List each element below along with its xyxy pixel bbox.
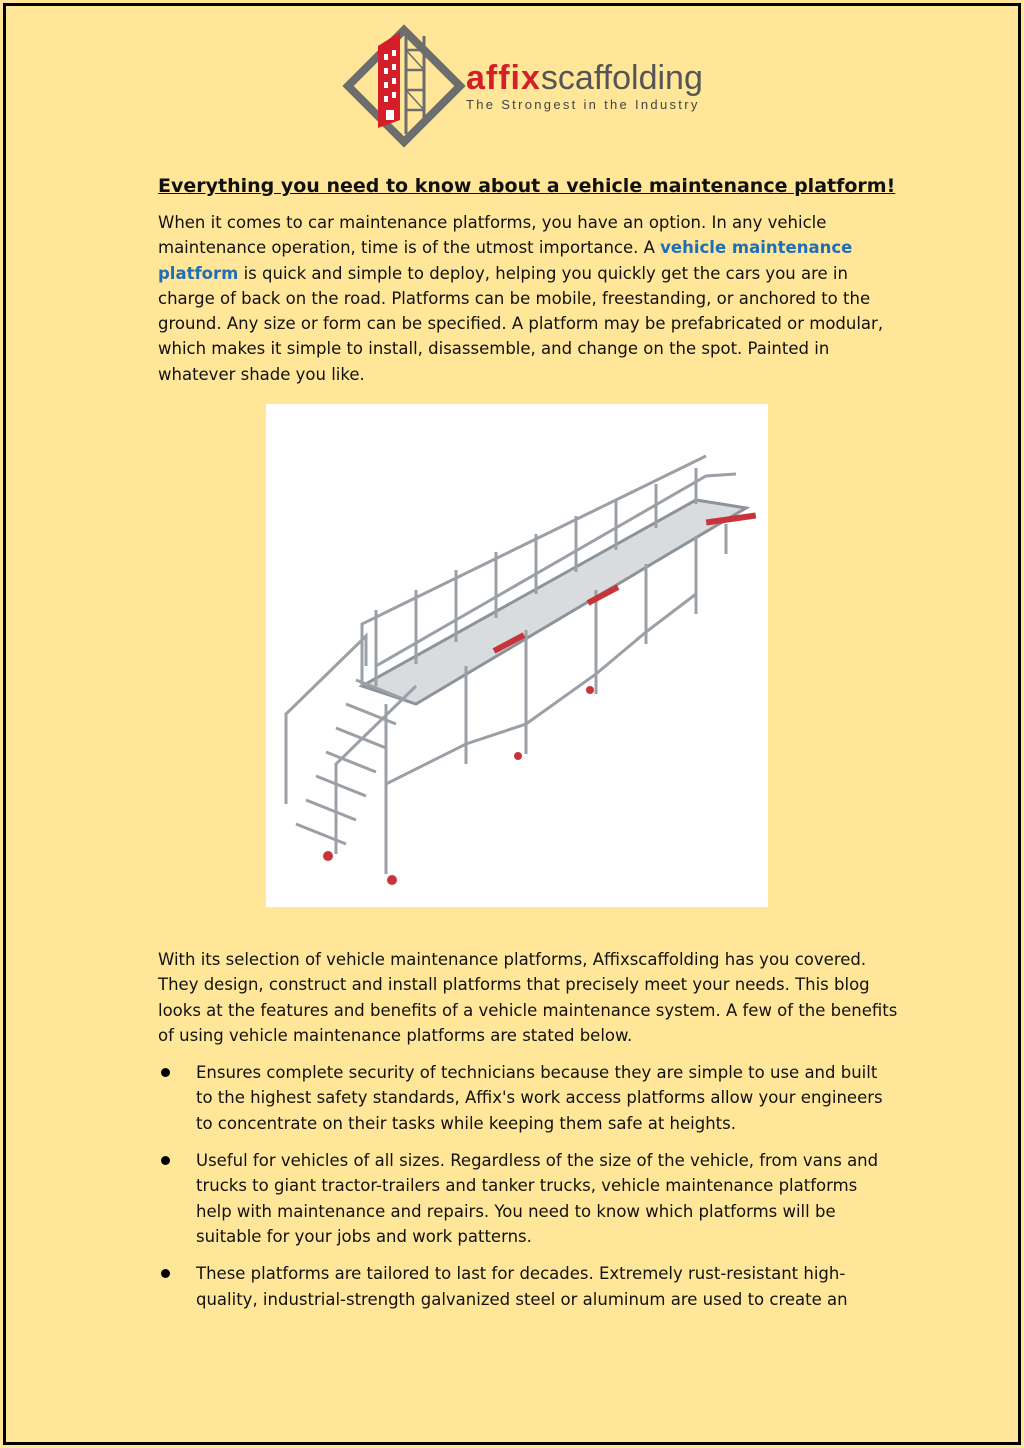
- scaffold-diamond-logo-icon: [342, 24, 466, 148]
- list-item-text: Useful for vehicles of all sizes. Regardless of the size of the vehicle, from vans and trucks to giant tractor-trailers and tanker trucks, vehicle maintenance platforms help with maintenance and repairs. You need to know which platforms will be suitable for your jobs and work patterns.: [196, 1151, 879, 1246]
- affix-scaffolding-logo: [342, 24, 722, 148]
- benefits-list: [158, 1060, 898, 1312]
- bullet-icon: [161, 1269, 170, 1278]
- benefits-intro-paragraph: With its selection of vehicle maintenance platforms, Affixscaffolding has you covered. They design, construct and install platforms that precisely meet your needs. This blog looks at the features and benefits of a vehicle maintenance system. A few of the benefits of using vehicle maintenance platforms are stated below.: [158, 950, 898, 1045]
- article-intro: [158, 172, 896, 387]
- intro-text-before-link: When it comes to car maintenance platforms, you have an option. In any vehicle maintenance operation, time is of the utmost importance. A: [158, 213, 827, 258]
- logo-tagline: The Strongest in the Industry: [466, 97, 700, 112]
- vehicle-maintenance-platform-link[interactable]: vehicle maintenance platform: [158, 238, 853, 283]
- list-item: [158, 1261, 898, 1312]
- article-title: Everything you need to know about a vehicle maintenance platform!: [158, 175, 896, 197]
- intro-text-after-link: is quick and simple to deploy, helping you quickly get the cars you are in charge of back on the road. Platforms can be mobile, freestanding, or anchored to the ground. Any size or form can be specified. A platform may be prefabricated or modular, which makes it simple to install, disassemble, and change on the spot. Painted in whatever shade you like.: [158, 263, 884, 384]
- article-body: [158, 947, 898, 1324]
- bullet-icon: [161, 1156, 170, 1165]
- document-page: [3, 3, 1021, 1445]
- logo-brand-bold: affix: [466, 59, 541, 97]
- list-item-text: These platforms are tailored to last for decades. Extremely rust-resistant high-quality, industrial-strength galvanized steel or aluminum are used to create an: [196, 1264, 848, 1309]
- bullet-icon: [161, 1068, 170, 1077]
- list-item: [158, 1148, 898, 1249]
- platform-illustration-icon: [266, 404, 768, 907]
- vehicle-maintenance-platform-image: [266, 404, 768, 907]
- list-item: [158, 1060, 898, 1136]
- intro-paragraph: [158, 210, 886, 387]
- logo-brand-light: scaffolding: [540, 59, 703, 97]
- logo-wordmark: [466, 60, 703, 96]
- list-item-text: Ensures complete security of technicians because they are simple to use and built to the highest safety standards, Affix's work access platforms allow your engineers to concentrate on their tasks while keeping them safe at heights.: [196, 1063, 883, 1133]
